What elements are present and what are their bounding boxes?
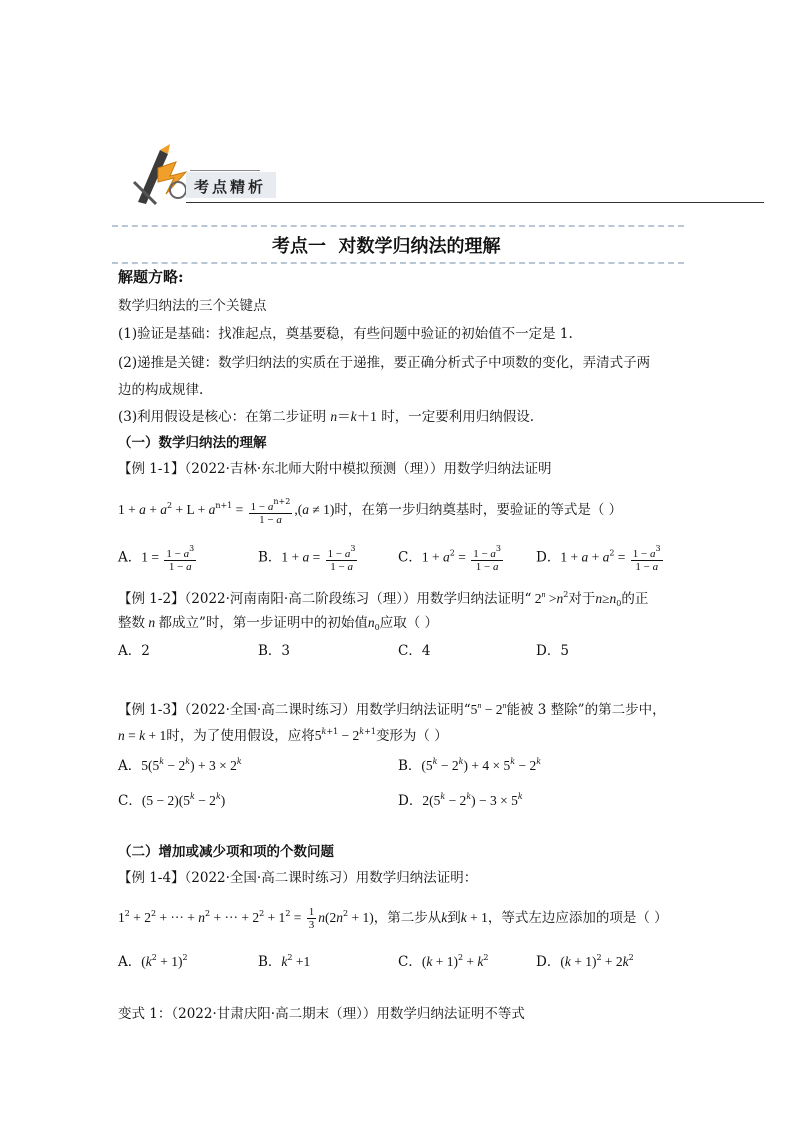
formula-n-eq-k1: n [330, 409, 338, 424]
example-1-4-option-c[interactable]: C．$(k + 1)^2 + k^2$ [398, 953, 489, 970]
example-1-4-option-a[interactable]: A．$(k^2 + 1)^2$ [118, 953, 188, 970]
section-label: 考点精析 [194, 178, 267, 196]
example-1-4-source: （2022·全国·高二课时练习）用数学归纳法证明： [184, 870, 478, 886]
example-1-3-label: 【例 1-3】 [118, 702, 185, 718]
divider-top [112, 225, 684, 227]
example-1-3-option-c[interactable]: C．$(5 - 2)(5^k - 2^k)$ [118, 792, 226, 809]
example-1-1-option-a[interactable]: A．1 = $\frac{1 - a^3}{1 - a}$ [118, 544, 195, 573]
method-point-2-cont: 边的构成规律. [118, 382, 204, 398]
example-1-3-option-a[interactable]: A．$5(5^k - 2^k) + 3 \times 2^k$ [118, 757, 242, 774]
section-1-heading: （一）数学归纳法的理解 [118, 435, 267, 451]
header-banner [124, 140, 764, 212]
example-1-3-header: 【例 1-3】（2022·全国·高二课时练习）用数学归纳法证明“$5^n - 2^n$能被 3 整除”的第二步中， [118, 701, 666, 718]
example-1-4-header [118, 868, 477, 888]
method-point-2: (2)递推是关键：数学归纳法的实质在于递推，要正确分析式子中项数的变化，弄清式子两 [118, 355, 651, 371]
method-heading: 解题方略: [118, 268, 184, 286]
example-1-1-option-d[interactable]: D．$1 + a + a^2$ = $\frac{1 - a^3}{1 - a}$ [536, 544, 661, 573]
example-1-1-option-c[interactable]: C．$1 + a^2$ = $\frac{1 - a^3}{1 - a}$ [398, 544, 501, 573]
example-1-2-end: 的正 [621, 591, 649, 607]
variant-1: 变式 1：（2022·甘肃庆阳·高二期末（理））用数学归纳法证明不等式 [118, 1006, 525, 1022]
page-title: 考点一 对数学归纳法的理解 [272, 236, 501, 257]
example-1-1-option-b[interactable]: B．1 + a = $\frac{1 - a^3}{1 - a}$ [258, 544, 356, 573]
example-1-3-mid: 能被 3 整除”的第二步中， [506, 702, 666, 718]
example-1-4-formula-line: $1^2 + 2^2$ + ··· + $n^2$ + ··· + $2^2 + 1^2$ = $\frac{1}{3}$ $n(2n^2 + 1)$，第二步从k到k + 1，等式左边应添加的项是（ ） [118, 906, 668, 931]
method-point-1: (1)验证是基础：找准起点，奠基要稳，有些问题中验证的初始值不一定是 1. [118, 326, 573, 342]
example-1-1-source: （2022·吉林·东北师大附中模拟预测（理））用数学归纳法证明 [184, 461, 552, 477]
example-1-4-option-d[interactable]: D．$(k + 1)^2 + 2k^2$ [536, 953, 634, 970]
example-1-2-label: 【例 1-2】 [118, 591, 185, 607]
example-1-2-line-2: 整数 n 都成立”时，第一步证明中的初始值$n_0$应取（ ） [118, 615, 439, 632]
method-point-3-a: (3)利用假设是核心：在第二步证明 [118, 409, 331, 425]
divider-bottom [112, 262, 684, 264]
method-intro: 数学归纳法的三个关键点 [118, 298, 267, 314]
header-top-rule [190, 170, 260, 171]
header-rule [186, 202, 764, 203]
section-2-heading: （二）增加或减少项和项的个数问题 [118, 844, 334, 860]
example-1-2-mid: 对于 [568, 591, 596, 607]
example-1-1-formula-line: $1 + a + a^2 + L + a^{n+1}$ = $\frac{1 - a^{n+2}}{1 - a}$ ,(a ≠ 1)时，在第一步归纳奠基时，要验证的等式是（ ） [118, 496, 623, 526]
example-1-2-option-d[interactable]: D．5 [536, 643, 569, 659]
example-1-1-label: 【例 1-1】 [118, 461, 185, 477]
example-1-4-option-b[interactable]: B．$k^2 +1$ [258, 953, 311, 970]
example-1-2-header: 【例 1-2】（2022·河南南阳·高二阶段练习（理））用数学归纳法证明“ $2^n >n^2$对于$n\ge n_0$的正 [118, 590, 649, 608]
example-1-1-tail: 时，在第一步归纳奠基时，要验证的等式是（ ） [334, 502, 623, 518]
example-1-2-option-b[interactable]: B．3 [258, 643, 291, 659]
example-1-3-option-d[interactable]: D．$2(5^k - 2^k) - 3 \times 5^k$ [398, 792, 523, 809]
example-1-2-source: （2022·河南南阳·高二阶段练习（理））用数学归纳法证明“ [184, 591, 532, 607]
method-point-3: (3)利用假设是核心：在第二步证明 n＝k＋1 时，一定要利用归纳假设. [118, 409, 535, 425]
example-1-2-option-a[interactable]: A．2 [118, 643, 150, 659]
example-1-1-header [118, 459, 551, 479]
example-1-4-label: 【例 1-4】 [118, 870, 185, 886]
example-1-2-option-c[interactable]: C．4 [398, 643, 431, 659]
method-point-3-b: 时，一定要利用归纳假设. [376, 409, 535, 425]
example-1-3-line-2: n = k + 1时，为了使用假设，应将$5^{k+1} - 2^{k+1}$变形为（ ） [118, 727, 448, 744]
example-1-3-option-b[interactable]: B．$(5^k - 2^k) + 4 \times 5^k - 2^k$ [398, 757, 542, 774]
example-1-3-source: （2022·全国·高二课时练习）用数学归纳法证明“ [184, 702, 471, 718]
